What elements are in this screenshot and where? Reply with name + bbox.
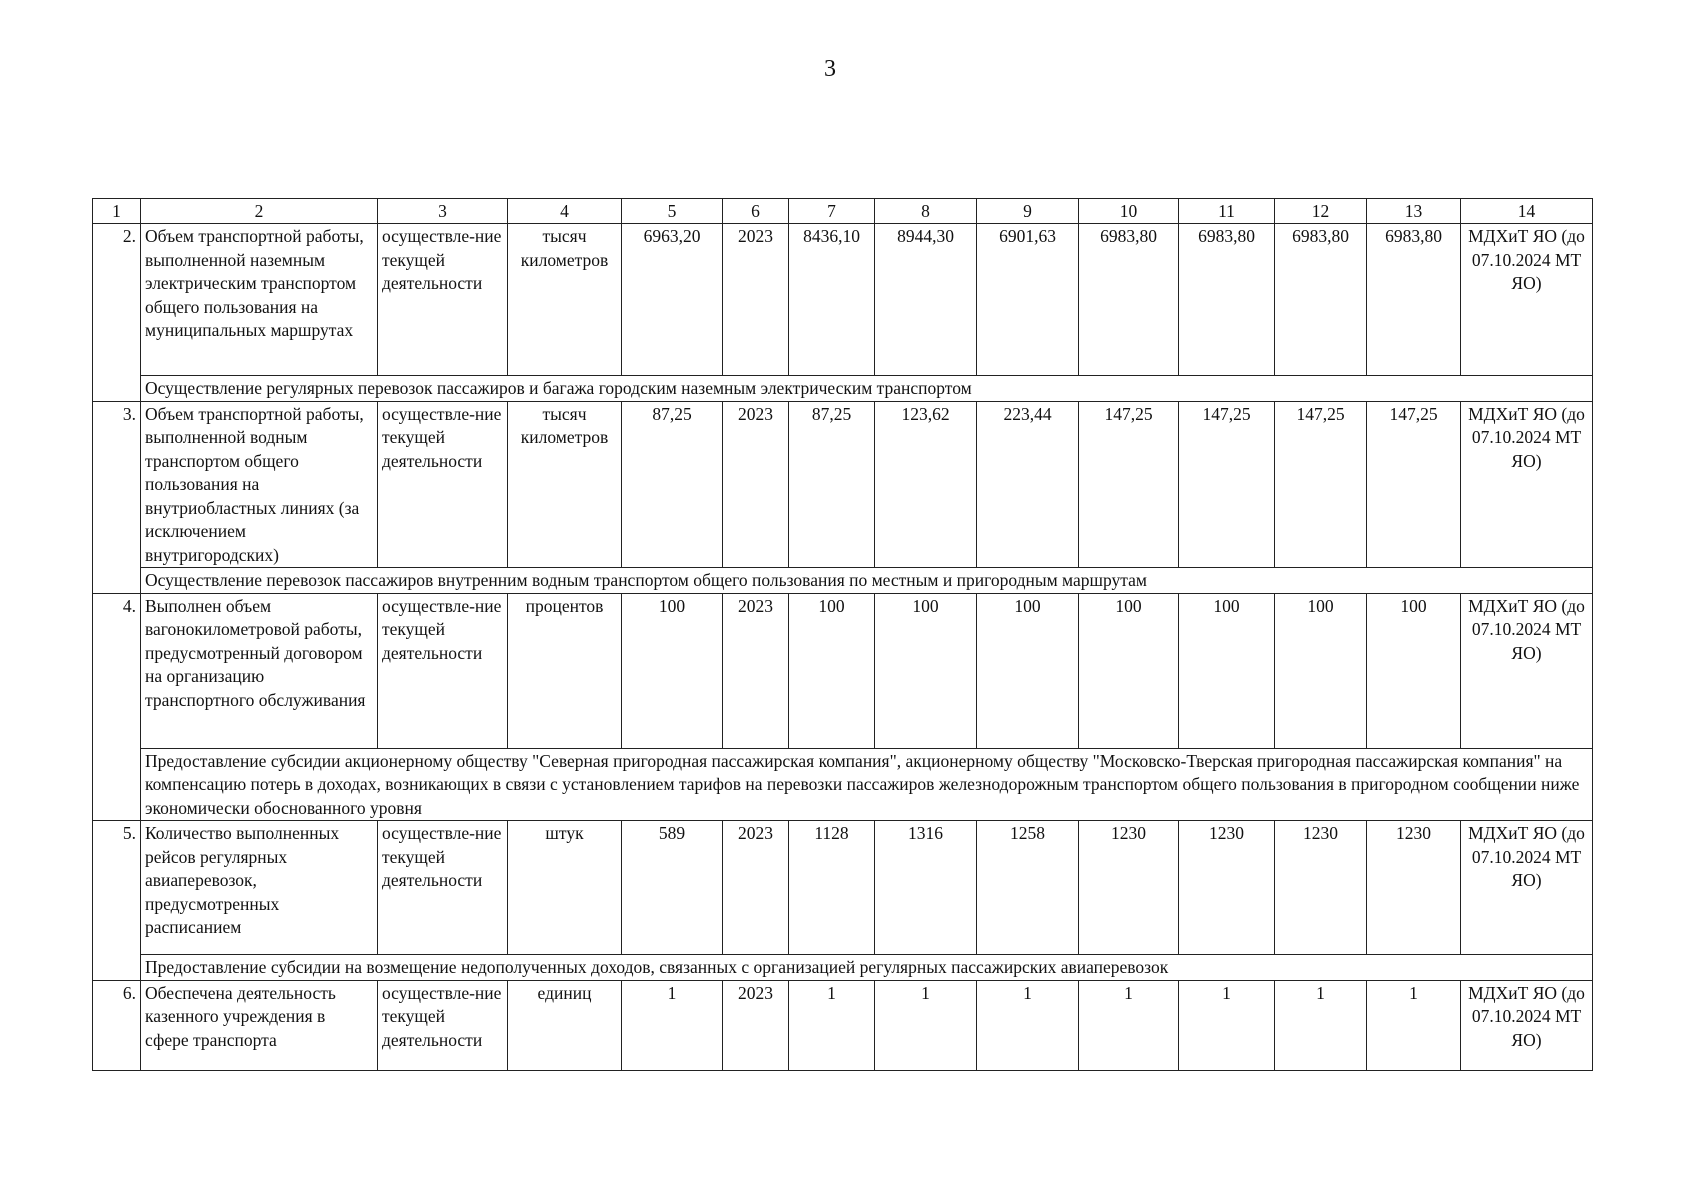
indicator-value: 2023 xyxy=(723,401,789,568)
indicator-value: 100 xyxy=(1079,593,1179,748)
indicator-name: Количество выполненных рейсов регулярных авиаперевозок, предусмотренных расписанием xyxy=(141,821,378,955)
indicator-value: 1 xyxy=(1079,980,1179,1070)
indicator-value: 6983,80 xyxy=(1275,224,1367,376)
measure-description-row xyxy=(93,568,1593,594)
indicator-value: 100 xyxy=(875,593,977,748)
measure-description: Осуществление перевозок пассажиров внутренним водным транспортом общего пользования по местным и пригородным маршрутам xyxy=(141,568,1593,594)
page-number: 3 xyxy=(824,56,836,82)
indicator-basis: осуществле-ние текущей деятельности xyxy=(378,593,508,748)
indicator-value: 1230 xyxy=(1079,821,1179,955)
indicator-unit: единиц xyxy=(508,980,622,1070)
indicator-unit: штук xyxy=(508,821,622,955)
indicator-value: 1316 xyxy=(875,821,977,955)
indicator-value: 589 xyxy=(622,821,723,955)
column-number: 7 xyxy=(789,199,875,224)
indicator-value: 87,25 xyxy=(622,401,723,568)
indicator-basis: осуществле-ние текущей деятельности xyxy=(378,980,508,1070)
indicator-unit: тысяч километров xyxy=(508,224,622,376)
indicator-value: 147,25 xyxy=(1179,401,1275,568)
responsible-body: МДХиТ ЯО (до 07.10.2024 МТ ЯО) xyxy=(1461,821,1593,955)
row-number: 3. xyxy=(93,401,141,593)
column-number: 5 xyxy=(622,199,723,224)
indicator-value: 100 xyxy=(789,593,875,748)
column-number: 11 xyxy=(1179,199,1275,224)
indicator-row xyxy=(93,980,1593,1070)
indicator-value: 1230 xyxy=(1367,821,1461,955)
indicator-basis: осуществле-ние текущей деятельности xyxy=(378,224,508,376)
row-number: 2. xyxy=(93,224,141,402)
indicator-row xyxy=(93,401,1593,568)
indicator-value: 1 xyxy=(977,980,1079,1070)
indicator-value: 147,25 xyxy=(1367,401,1461,568)
measure-description: Осуществление регулярных перевозок пассажиров и багажа городским наземным электрическим транспортом xyxy=(141,376,1593,402)
indicator-value: 6963,20 xyxy=(622,224,723,376)
responsible-body: МДХиТ ЯО (до 07.10.2024 МТ ЯО) xyxy=(1461,224,1593,376)
indicator-value: 1230 xyxy=(1179,821,1275,955)
indicator-value: 6983,80 xyxy=(1079,224,1179,376)
column-number: 8 xyxy=(875,199,977,224)
row-number: 5. xyxy=(93,821,141,981)
measure-description-row xyxy=(93,748,1593,821)
indicator-value: 1128 xyxy=(789,821,875,955)
indicator-name: Обеспечена деятельность казенного учреждения в сфере транспорта xyxy=(141,980,378,1070)
indicator-value: 6983,80 xyxy=(1367,224,1461,376)
indicator-value: 100 xyxy=(1179,593,1275,748)
indicator-value: 6901,63 xyxy=(977,224,1079,376)
indicator-basis: осуществле-ние текущей деятельности xyxy=(378,821,508,955)
indicator-unit: тысяч километров xyxy=(508,401,622,568)
indicator-value: 2023 xyxy=(723,593,789,748)
row-number: 6. xyxy=(93,980,141,1070)
indicator-value: 1258 xyxy=(977,821,1079,955)
indicator-row xyxy=(93,593,1593,748)
indicator-value: 100 xyxy=(977,593,1079,748)
table-body xyxy=(93,199,1593,1071)
column-number: 12 xyxy=(1275,199,1367,224)
indicator-value: 223,44 xyxy=(977,401,1079,568)
indicator-value: 2023 xyxy=(723,980,789,1070)
responsible-body: МДХиТ ЯО (до 07.10.2024 МТ ЯО) xyxy=(1461,980,1593,1070)
indicator-value: 123,62 xyxy=(875,401,977,568)
indicator-row xyxy=(93,224,1593,376)
indicator-value: 1230 xyxy=(1275,821,1367,955)
column-number: 1 xyxy=(93,199,141,224)
indicators-table xyxy=(92,198,1593,1071)
indicator-basis: осуществле-ние текущей деятельности xyxy=(378,401,508,568)
indicator-row xyxy=(93,821,1593,955)
measure-description: Предоставление субсидии акционерному обществу "Северная пригородная пассажирская компания", акционерному обществу "Московско-Тверская пригородная пассажирская компания" на компенсацию потерь в доходах, возникающих в связи с установлением тарифов на перевозки пассажиров железнодорожным транспортом общего пользования в пригородном сообщении ниже экономически обоснованного уровня xyxy=(141,748,1593,821)
indicator-value: 2023 xyxy=(723,224,789,376)
indicator-value: 87,25 xyxy=(789,401,875,568)
column-number: 10 xyxy=(1079,199,1179,224)
indicator-value: 6983,80 xyxy=(1179,224,1275,376)
indicator-name: Объем транспортной работы, выполненной водным транспортом общего пользования на внутриобластных линиях (за исключением внутригородских) xyxy=(141,401,378,568)
indicator-value: 8436,10 xyxy=(789,224,875,376)
column-number: 3 xyxy=(378,199,508,224)
indicator-value: 1 xyxy=(1275,980,1367,1070)
indicator-unit: процентов xyxy=(508,593,622,748)
column-number-row xyxy=(93,199,1593,224)
measure-description-row xyxy=(93,955,1593,981)
indicator-value: 147,25 xyxy=(1275,401,1367,568)
indicator-value: 100 xyxy=(1367,593,1461,748)
indicator-value: 8944,30 xyxy=(875,224,977,376)
column-number: 14 xyxy=(1461,199,1593,224)
column-number: 4 xyxy=(508,199,622,224)
indicator-value: 1 xyxy=(875,980,977,1070)
indicator-name: Выполнен объем вагонокилометровой работы, предусмотренный договором на организацию транспортного обслуживания xyxy=(141,593,378,748)
indicator-value: 1 xyxy=(622,980,723,1070)
indicator-name: Объем транспортной работы, выполненной наземным электрическим транспортом общего пользования на муниципальных маршрутах xyxy=(141,224,378,376)
indicator-value: 147,25 xyxy=(1079,401,1179,568)
indicator-value: 1 xyxy=(1367,980,1461,1070)
indicator-value: 2023 xyxy=(723,821,789,955)
column-number: 2 xyxy=(141,199,378,224)
measure-description: Предоставление субсидии на возмещение недополученных доходов, связанных с организацией регулярных пассажирских авиаперевозок xyxy=(141,955,1593,981)
indicator-value: 1 xyxy=(1179,980,1275,1070)
indicator-value: 1 xyxy=(789,980,875,1070)
measure-description-row xyxy=(93,376,1593,402)
row-number: 4. xyxy=(93,593,141,821)
responsible-body: МДХиТ ЯО (до 07.10.2024 МТ ЯО) xyxy=(1461,401,1593,568)
column-number: 6 xyxy=(723,199,789,224)
responsible-body: МДХиТ ЯО (до 07.10.2024 МТ ЯО) xyxy=(1461,593,1593,748)
column-number: 9 xyxy=(977,199,1079,224)
column-number: 13 xyxy=(1367,199,1461,224)
indicator-value: 100 xyxy=(1275,593,1367,748)
indicator-value: 100 xyxy=(622,593,723,748)
